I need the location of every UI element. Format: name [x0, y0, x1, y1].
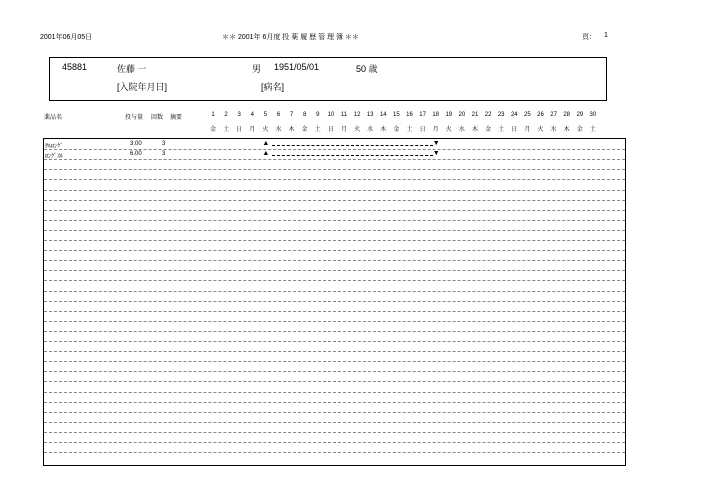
grid-row-line: [44, 432, 625, 433]
grid-row-line: [44, 210, 625, 211]
day-number: 18: [432, 112, 440, 118]
drug-dose: 3.00: [130, 141, 142, 147]
weekday: 金: [485, 127, 492, 133]
grid-row-line: [44, 361, 625, 362]
page-title: ＊＊ 2001年 6月度 投 薬 履 歴 管 理 簿 ＊＊: [222, 34, 359, 41]
grid-row-line: [44, 422, 625, 423]
weekday: 月: [524, 127, 531, 133]
drug-name: ｻﾙﾛﾝｸﾞ: [45, 144, 64, 150]
weekday: 火: [537, 127, 544, 133]
weekday: 日: [327, 127, 334, 133]
weekday: 水: [275, 127, 282, 133]
grid-row-line: [44, 159, 625, 160]
day-number: 27: [550, 112, 557, 118]
page-label: 頁：: [582, 34, 596, 41]
column-dose: 投与量: [125, 115, 144, 121]
day-number: 5: [263, 112, 268, 118]
day-number: 15: [393, 112, 400, 118]
start-mark: ▲: [262, 150, 270, 158]
grid-row-line: [44, 240, 625, 241]
column-times: 回数: [151, 115, 164, 121]
grid-row-line: [44, 381, 625, 382]
drug-dose: 6.00: [130, 151, 142, 158]
day-number: 26: [537, 112, 544, 118]
weekday: 木: [288, 127, 295, 133]
admission-date-label: [入院年月日]: [117, 82, 168, 92]
day-number: 28: [563, 112, 571, 118]
patient-birthdate: 1951/05/01: [274, 62, 320, 72]
day-number: 12: [353, 112, 361, 118]
day-number: 13: [366, 112, 374, 118]
start-mark: ▲: [262, 140, 270, 147]
grid-row-line: [44, 321, 625, 322]
day-number: 23: [497, 112, 505, 118]
grid-row-line: [44, 179, 625, 180]
grid-row-line: [44, 412, 625, 413]
drug-times: 3: [162, 151, 166, 158]
page-number: 1: [604, 32, 608, 39]
weekday: 木: [380, 127, 387, 133]
weekday: 木: [471, 127, 478, 133]
weekday: 火: [354, 127, 361, 133]
grid-row-line: [44, 301, 625, 302]
column-note: 摘要: [170, 115, 183, 121]
grid-row-line: [44, 392, 625, 393]
weekday: 火: [262, 127, 269, 133]
grid-row-line: [44, 200, 625, 201]
patient-sex: 男: [252, 64, 262, 74]
weekday: 金: [301, 127, 308, 133]
weekday: 土: [589, 127, 596, 133]
column-drug-name: 薬品名: [44, 115, 63, 121]
grid-row-line: [44, 260, 625, 261]
weekday: 金: [393, 127, 400, 133]
weekday: 金: [576, 127, 583, 133]
day-number: 16: [406, 112, 413, 118]
grid-row-line: [44, 149, 625, 150]
weekday: 日: [511, 127, 518, 133]
weekday: 土: [498, 127, 505, 133]
day-number: 30: [589, 112, 597, 118]
grid-row-line: [44, 230, 625, 231]
end-mark: ▼: [432, 150, 440, 158]
day-number: 14: [379, 112, 387, 118]
grid-row-line: [44, 250, 625, 251]
grid-row-line: [44, 270, 625, 271]
administration-period-line: [272, 145, 432, 146]
medication-grid: [43, 138, 626, 466]
grid-row-line: [44, 442, 625, 443]
weekday: 水: [367, 127, 374, 133]
weekday: 月: [249, 127, 256, 133]
patient-age: 50 歳: [356, 64, 378, 74]
disease-label: [病名]: [261, 82, 285, 92]
grid-row-line: [44, 291, 625, 292]
day-number: 29: [576, 112, 584, 118]
grid-row-line: [44, 402, 625, 403]
weekday: 火: [445, 127, 452, 133]
grid-row-line: [44, 220, 625, 221]
day-number: 22: [484, 112, 492, 118]
grid-row-line: [44, 341, 625, 342]
weekday: 土: [406, 127, 413, 133]
day-number: 10: [327, 112, 335, 118]
day-number: 1: [211, 112, 215, 118]
day-number: 8: [303, 112, 307, 118]
grid-row-line: [44, 169, 625, 170]
patient-info-box: [49, 57, 607, 101]
weekday: 日: [236, 127, 243, 133]
print-date: 2001年06月05日: [40, 34, 93, 41]
grid-row-line: [44, 351, 625, 352]
day-number: 25: [524, 112, 531, 118]
day-number: 24: [510, 112, 518, 118]
weekday: 土: [314, 127, 321, 133]
grid-row-line: [44, 371, 625, 372]
end-mark: ▼: [432, 140, 440, 147]
day-number: 6: [276, 112, 281, 118]
administration-period-line: [272, 155, 432, 156]
day-number: 2: [224, 112, 228, 118]
weekday: 水: [458, 127, 465, 133]
day-number: 7: [289, 112, 294, 118]
weekday: 日: [419, 127, 426, 133]
grid-row-line: [44, 331, 625, 332]
grid-row-line: [44, 311, 625, 312]
weekday: 土: [223, 127, 230, 133]
drug-times: 3: [162, 141, 166, 147]
day-number: 11: [340, 112, 348, 118]
drug-name: ﾛﾝｸﾞｽﾙ: [45, 154, 64, 161]
grid-row-line: [44, 280, 625, 281]
weekday: 水: [550, 127, 557, 133]
day-number: 17: [419, 112, 426, 118]
weekday: 月: [340, 127, 347, 133]
grid-row-line: [44, 190, 625, 191]
day-number: 3: [237, 112, 241, 118]
day-number: 4: [250, 112, 254, 118]
weekday: 金: [209, 127, 216, 133]
weekday: 月: [432, 127, 439, 133]
grid-row-line: [44, 452, 625, 453]
day-number: 21: [471, 112, 479, 118]
day-number: 19: [445, 112, 453, 118]
patient-name: 佐藤 一: [117, 64, 147, 74]
day-number: 20: [458, 112, 466, 118]
patient-id: 45881: [62, 62, 88, 72]
day-number: 9: [316, 112, 320, 118]
weekday: 木: [563, 127, 570, 133]
